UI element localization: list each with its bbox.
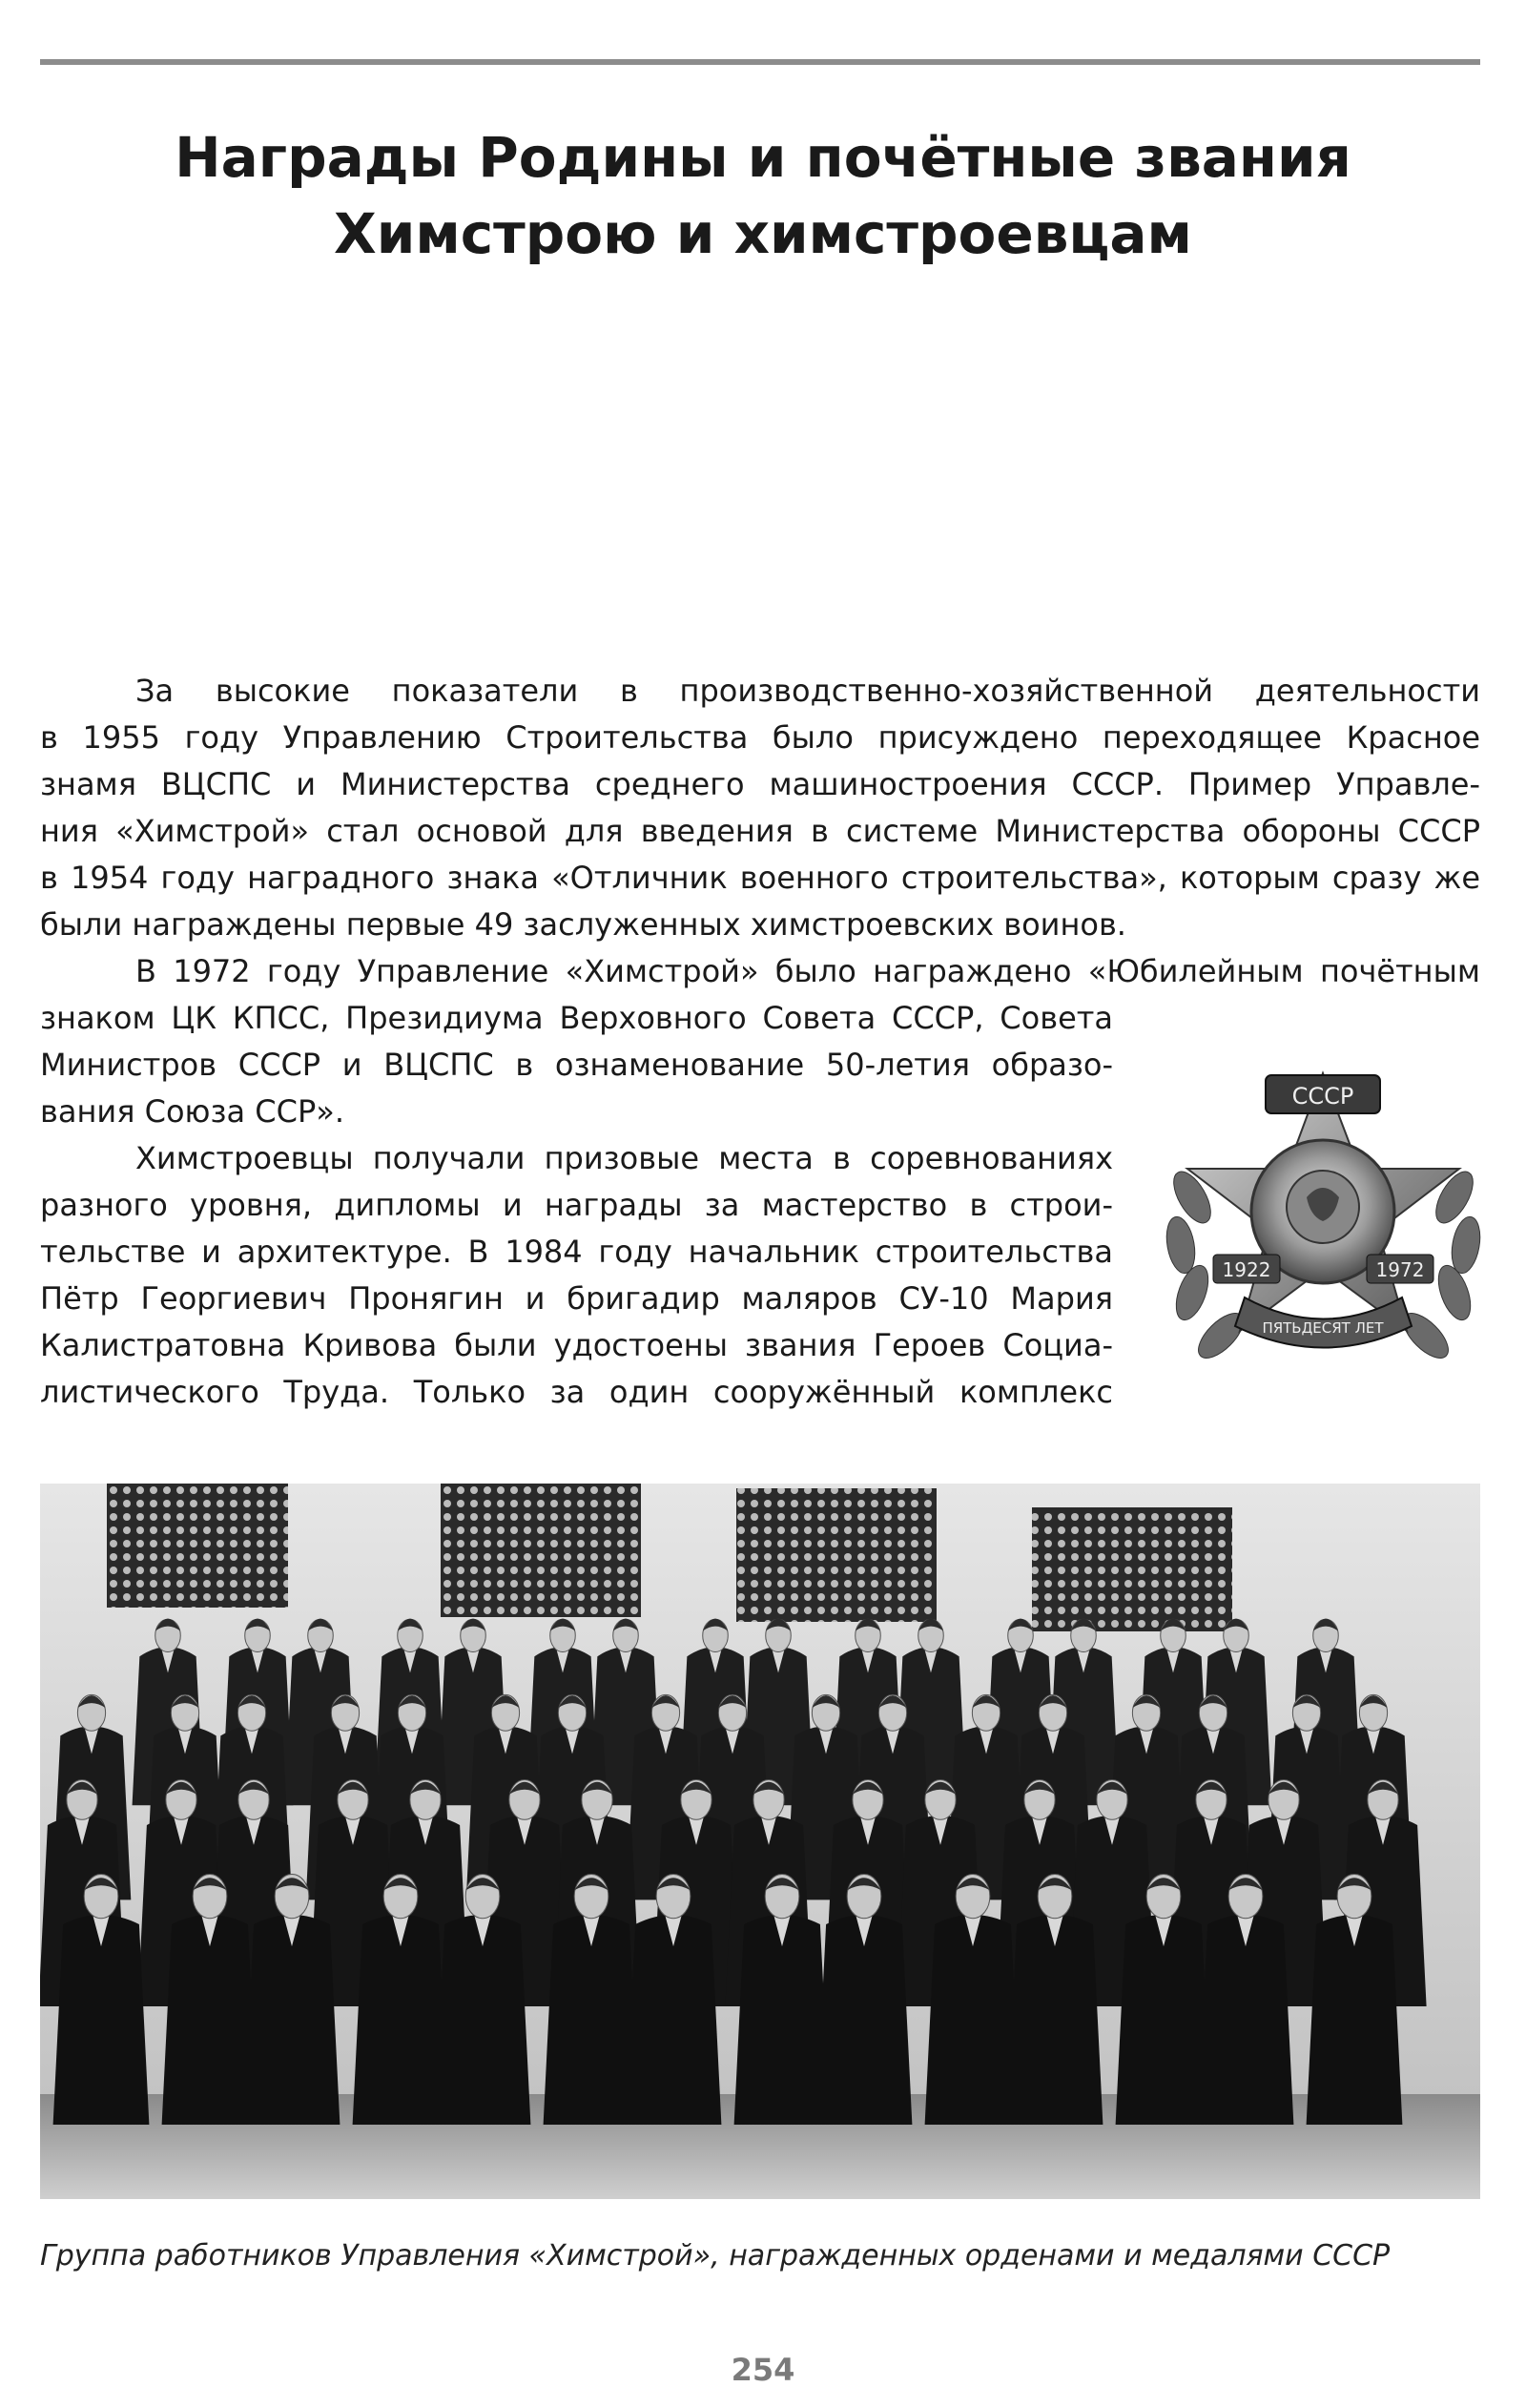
medal-ribbon-text: ПЯТЬДЕСЯТ ЛЕТ [1262,1319,1384,1337]
group-photo [40,1484,1480,2199]
body-line: разного уровня, дипломы и награды за мастерство в строи- [40,1187,1113,1223]
body-line: в 1954 году наградного знака «Отличник военного строительства», которым сразу же [40,860,1480,896]
medal-year-right: 1972 [1375,1258,1425,1281]
body-line: знамя ВЦСПС и Министерства среднего машиностроения СССР. Пример Управле- [40,766,1480,802]
title-line-2: Химстрою и химстроевцам [334,201,1192,266]
body-line: листического Труда. Только за один сооружённый комплекс [40,1374,1113,1410]
body-line: За высокие показатели в производственно-хозяйственной деятельности [135,673,1480,709]
title-line-1: Награды Родины и почётные звания [175,125,1351,190]
body-line: знаком ЦК КПСС, Президиума Верховного Совета СССР, Совета [40,1000,1113,1036]
page-number: 254 [731,2352,795,2388]
jubilee-medal-image [1154,1054,1493,1402]
page-title [40,119,1486,272]
top-rule [40,59,1480,65]
body-line: в 1955 году Управлению Строительства было присуждено переходящее Красное [40,719,1480,756]
body-line: были награждены первые 49 заслуженных химстроевских воинов. [40,906,1126,943]
medal-year-left: 1922 [1222,1258,1271,1281]
body-line: Министров СССР и ВЦСПС в ознаменование 50-летия образо- [40,1047,1113,1083]
group-photo-illustration [40,1484,1480,2199]
medal-top-text: СССР [1291,1083,1354,1110]
body-line: тельстве и архитектуре. В 1984 году начальник строительства [40,1234,1113,1270]
photo-caption: Группа работников Управления «Химстрой», награжденных орденами и медалями СССР [40,2239,1391,2273]
body-line: Калистратовна Кривова были удостоены звания Героев Социа- [40,1327,1113,1363]
body-line: вания Союза ССР». [40,1093,344,1130]
body-line: В 1972 году Управление «Химстрой» было награждено «Юбилейным почётным [135,953,1480,989]
body-line: Пётр Георгиевич Пронягин и бригадир маляров СУ-10 Мария [40,1280,1113,1317]
body-line: ния «Химстрой» стал основой для введения в системе Министерства обороны СССР [40,813,1480,849]
body-line: Химстроевцы получали призовые места в соревнованиях [135,1140,1113,1176]
